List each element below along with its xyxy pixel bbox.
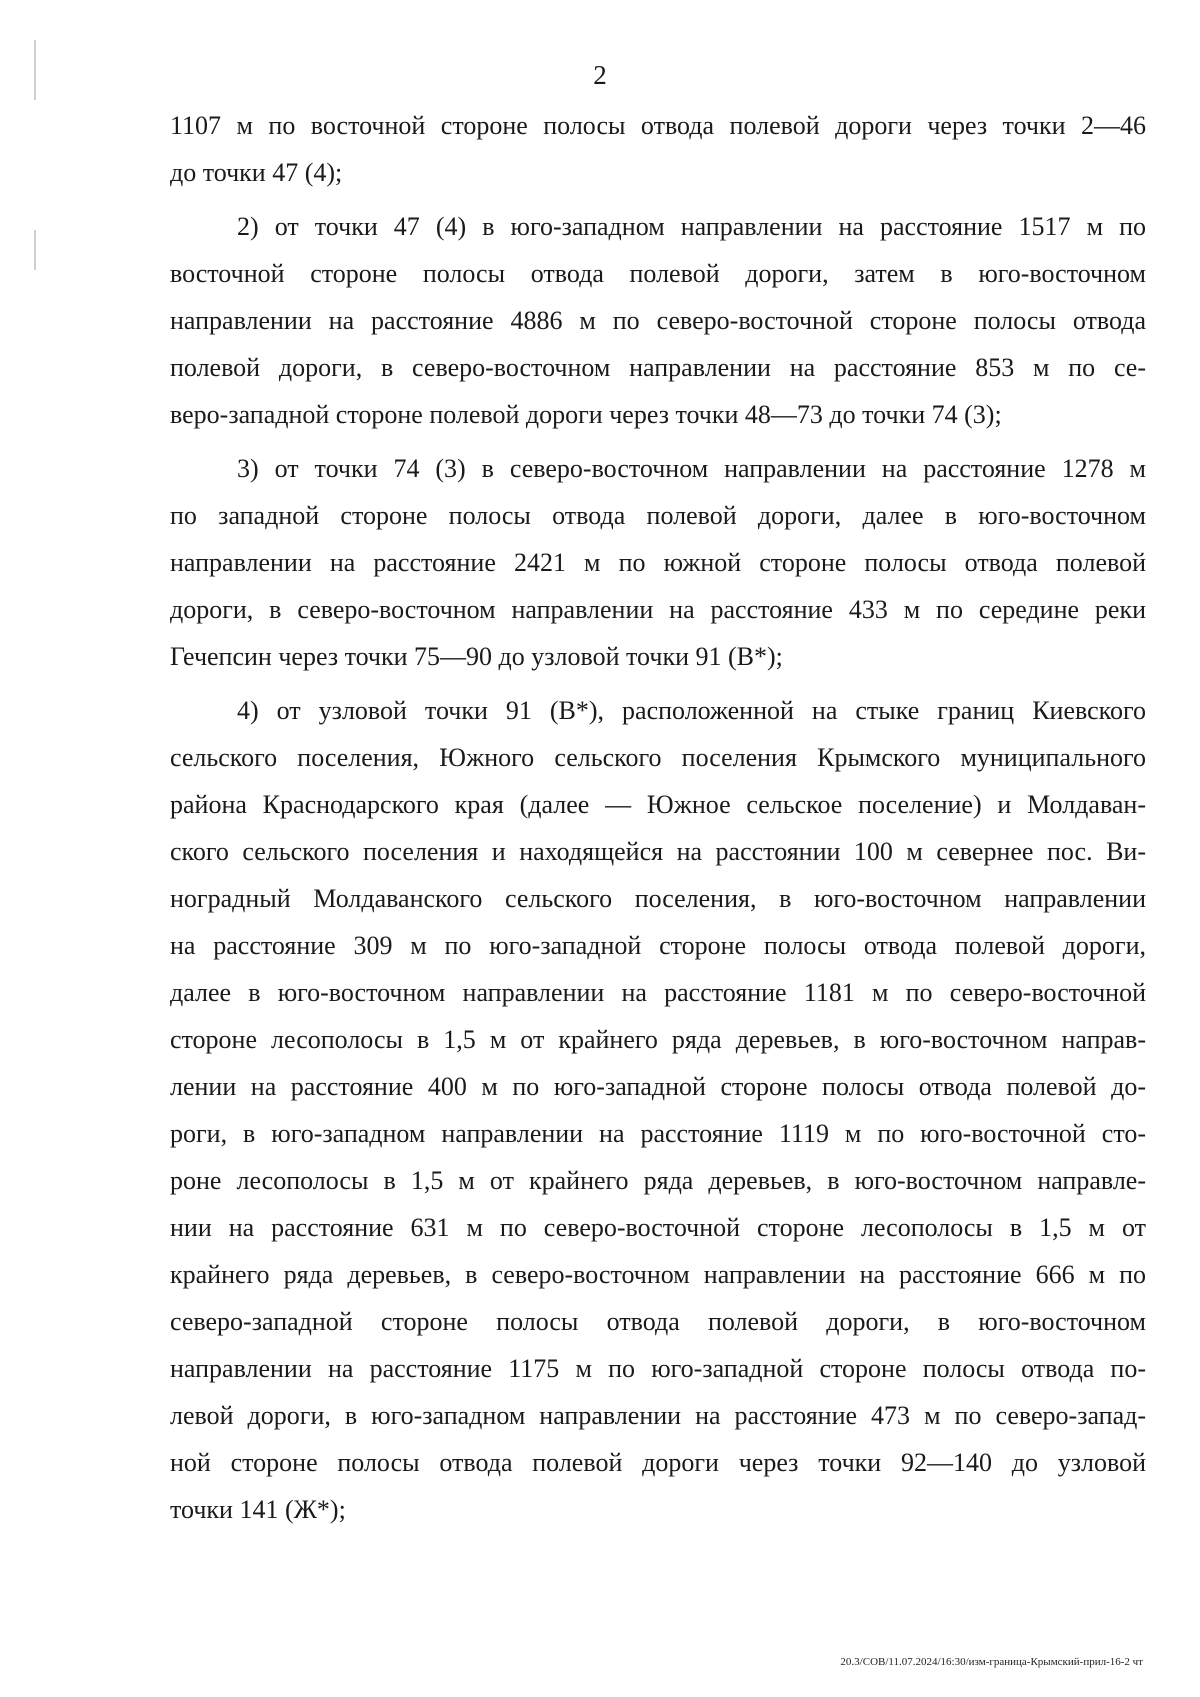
text-line: восточной стороне полосы отвода полевой дороги, затем в юго-восточном <box>170 259 1146 288</box>
text-line: полевой дороги, в северо-восточном направлении на расстояние 853 м по се- <box>170 353 1146 382</box>
text-line: роги, в юго-западном направлении на расстояние 1119 м по юго-восточной сто- <box>170 1119 1146 1148</box>
text-line: стороне лесополосы в 1,5 м от крайнего ряда деревьев, в юго-восточном направ- <box>170 1025 1146 1054</box>
text-line: до точки 47 (4); <box>170 158 343 187</box>
text-line: нии на расстояние 631 м по северо-восточной стороне лесополосы в 1,5 м от <box>170 1213 1146 1242</box>
text-line: направлении на расстояние 1175 м по юго-западной стороне полосы отвода по- <box>170 1354 1146 1383</box>
text-line: дороги, в северо-восточном направлении на расстояние 433 м по середине реки <box>170 595 1146 624</box>
text-line: веро-западной стороне полевой дороги через точки 48—73 до точки 74 (3); <box>170 400 1002 429</box>
text-line: точки 141 (Ж*); <box>170 1495 346 1524</box>
text-line: на расстояние 309 м по юго-западной стороне полосы отвода полевой дороги, <box>170 931 1146 960</box>
text-line: северо-западной стороне полосы отвода полевой дороги, в юго-восточном <box>170 1307 1146 1336</box>
paragraph-start-line: 2) от точки 47 (4) в юго-западном направлении на расстояние 1517 м по <box>237 212 1146 241</box>
text-line: лении на расстояние 400 м по юго-западной стороне полосы отвода полевой до- <box>170 1072 1146 1101</box>
text-line: Гечепсин через точки 75—90 до узловой точки 91 (В*); <box>170 642 783 671</box>
page-number: 2 <box>593 60 607 90</box>
text-line: района Краснодарского края (далее — Южное сельское поселение) и Молдаван- <box>170 790 1146 819</box>
text-line: направлении на расстояние 2421 м по южной стороне полосы отвода полевой <box>170 548 1146 577</box>
paragraph-start-line: 3) от точки 74 (3) в северо-восточном направлении на расстояние 1278 м <box>237 454 1146 483</box>
document-footer-code: 20.3/СОВ/11.07.2024/16:30/изм-граница-Крымский-прил-16-2 чт <box>840 1656 1143 1668</box>
text-line: ной стороне полосы отвода полевой дороги через точки 92—140 до узловой <box>170 1448 1146 1477</box>
text-line: левой дороги, в юго-западном направлении на расстояние 473 м по северо-запад- <box>170 1401 1146 1430</box>
text-line: по западной стороне полосы отвода полевой дороги, далее в юго-восточном <box>170 501 1146 530</box>
text-line: ноградный Молдаванского сельского поселения, в юго-восточном направлении <box>170 884 1146 913</box>
text-line: роне лесополосы в 1,5 м от крайнего ряда деревьев, в юго-восточном направле- <box>170 1166 1146 1195</box>
text-line: направлении на расстояние 4886 м по северо-восточной стороне полосы отвода <box>170 306 1146 335</box>
text-line: ского сельского поселения и находящейся на расстоянии 100 м севернее пос. Ви- <box>170 837 1146 866</box>
text-line: далее в юго-восточном направлении на расстояние 1181 м по северо-восточной <box>170 978 1146 1007</box>
text-line: сельского поселения, Южного сельского поселения Крымского муниципального <box>170 743 1146 772</box>
scan-edge-mark <box>34 230 36 270</box>
text-line: крайнего ряда деревьев, в северо-восточном направлении на расстояние 666 м по <box>170 1260 1146 1289</box>
text-line: 1107 м по восточной стороне полосы отвода полевой дороги через точки 2—46 <box>170 111 1146 140</box>
paragraph-start-line: 4) от узловой точки 91 (В*), расположенной на стыке границ Киевского <box>237 696 1146 725</box>
